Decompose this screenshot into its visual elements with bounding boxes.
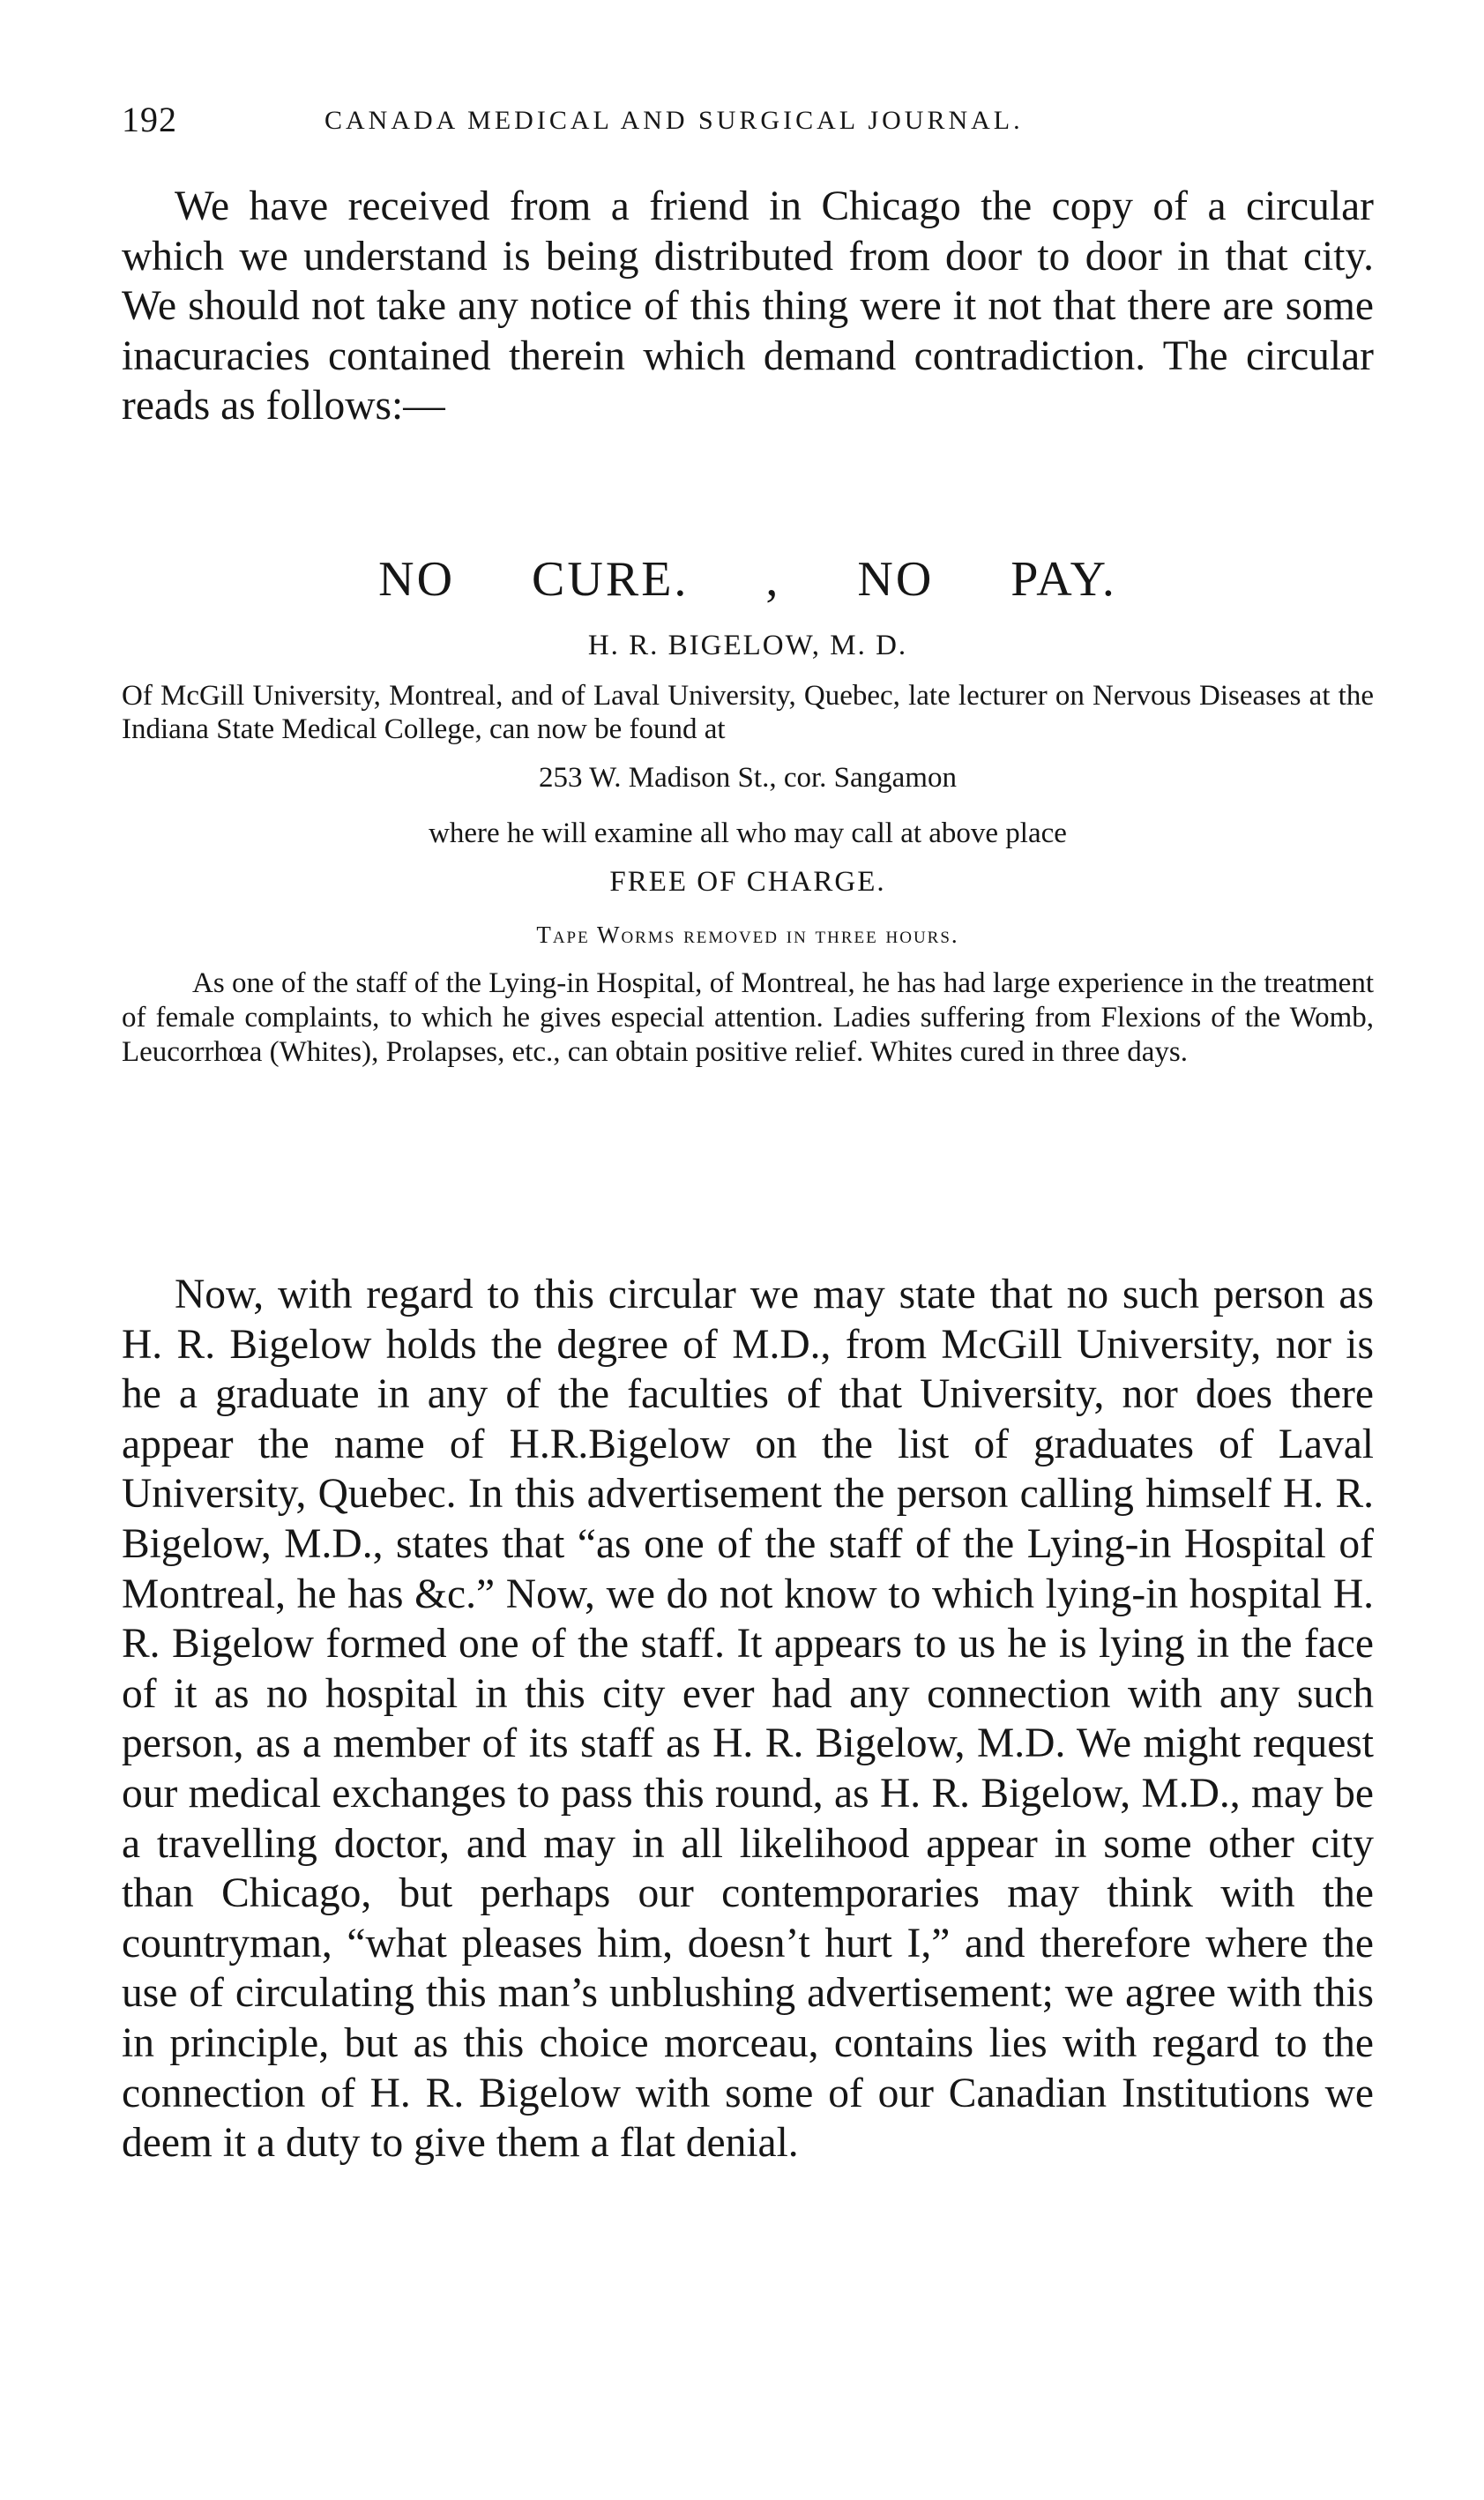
page-number: 192 xyxy=(122,100,177,139)
running-head: CANADA MEDICAL AND SURGICAL JOURNAL. xyxy=(324,106,1024,135)
circular-exam-line: where he will examine all who may call at above place xyxy=(429,817,1067,849)
circular-free-of-charge: FREE OF CHARGE. xyxy=(609,866,886,898)
circular-staff-paragraph: As one of the staff of the Lying-in Hospital, of Montreal, he has had large experience in the treatment of female complaints, to which he gives especial attention. Ladies suffering from Flexions of the Womb, Leucorrhœa (Whites), Prolapses, etc., can obtain positive relief. Whites cured in three days. xyxy=(122,967,1374,1068)
circular-doctor-name: H. R. BIGELOW, M. D. xyxy=(587,630,908,661)
intro-paragraph: We have received from a friend in Chicago the copy of a circular which we understand is being distributed from door to door in that city. We should not take any notice of this thing were it not that there are some inacuracies contained therein which demand contradiction. The circular reads as follows:— xyxy=(122,183,1374,429)
circular-headline: NO CURE. , NO PAY. xyxy=(378,552,1117,607)
circular-tape-worms: Tape Worms removed in three hours. xyxy=(536,922,959,948)
circular-affiliation: Of McGill University, Montreal, and of Laval University, Quebec, late lecturer on Nervous Diseases at the Indiana State Medical College, can now be found at xyxy=(122,680,1374,745)
circular-address: 253 W. Madison St., cor. Sangamon xyxy=(539,762,957,794)
page-header xyxy=(122,99,1374,152)
response-paragraph: Now, with regard to this circular we may state that no such person as H. R. Bigelow holds the degree of M.D., from McGill University, nor is he a graduate in any of the faculties of that University, nor does there appear the name of H.R.Bigelow on the list of graduates of Laval University, Quebec. In this advertisement the person calling himself H. R. Bigelow, M.D., states that “as one of the staff of the Lying-in Hospital of Montreal, he has &c.” Now, we do not know to which lying-in hospital H. R. Bigelow formed one of the staff. It appears to us he is lying in the face of it as no hospital in this city ever had any connection with any such person, as a member of its staff as H. R. Bigelow, M.D. We might request our medical exchanges to pass this round, as H. R. Bigelow, M.D., may be a travelling doctor, and may in all likelihood appear in some other city than Chicago, but perhaps our contemporaries may think with the countryman, “what pleases him, doesn’t hurt I,” and therefore where the use of circulating this man’s unblushing advertisement; we agree with this in principle, but as this choice morceau, contains lies with regard to the connection of H. R. Bigelow with some of our Canadian Institutions we deem it a duty to give them a flat denial. xyxy=(122,1272,1374,2167)
quoted-circular xyxy=(122,547,1374,1070)
